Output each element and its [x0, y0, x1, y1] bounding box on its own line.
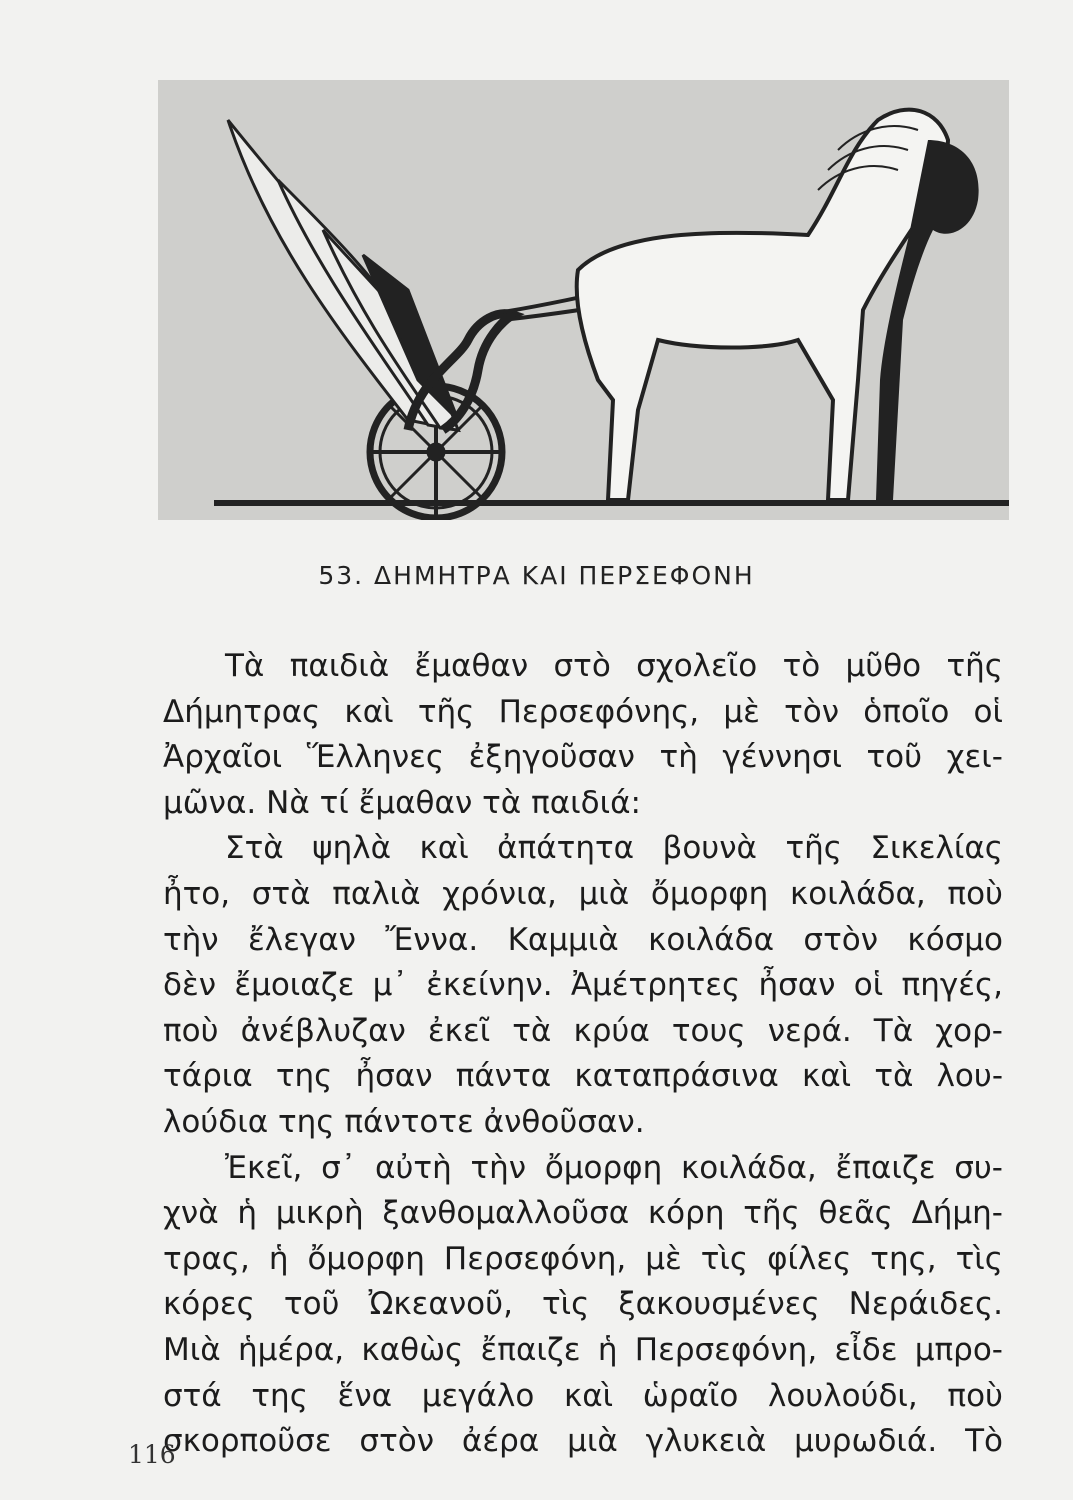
text-line: ἦτο, στὰ παλιὰ χρόνια, μιὰ ὄμορφη κοιλάδα, ποὺ — [163, 875, 1003, 912]
text-line: δὲν ἔμοιαζε μ᾿ ἐκείνην. Ἀμέτρητες ἦσαν οἱ πηγές, — [163, 967, 1003, 1004]
text-line: Στὰ ψηλὰ καὶ ἀπάτητα βουνὰ τῆς Σικελίας — [225, 830, 1003, 867]
text-line: λούδια της πάντοτε ἀνθοῦσαν. — [163, 1103, 645, 1140]
text-line: κόρες τοῦ Ὠκεανοῦ, τὶς ξακουσμένες Νεράιδες. — [163, 1286, 1003, 1323]
text-line: στά της ἕνα μεγάλο καὶ ὡραῖο λουλούδι, ποὺ — [163, 1377, 1003, 1414]
text-line: Ἐκεῖ, σ᾿ αὐτὴ τὴν ὄμορφη κοιλάδα, ἔπαιζε συ- — [225, 1149, 1003, 1186]
text-line: σκορποῦσε στὸν ἀέρα μιὰ γλυκειὰ μυρωδιά. Τὸ — [163, 1423, 1003, 1460]
text-line: Ἀρχαῖοι Ἕλληνες ἐξηγοῦσαν τὴ γέννησι τοῦ χει- — [163, 739, 1003, 776]
chariot-illustration — [158, 80, 1009, 520]
text-line: τρας, ἡ ὄμορφη Περσεφόνη, μὲ τὶς φίλες της, τὶς — [163, 1240, 1003, 1277]
text-line: μῶνα. Νὰ τί ἔμαθαν τὰ παιδιά: — [163, 784, 641, 821]
text-line: τάρια της ἦσαν πάντα καταπράσινα καὶ τὰ λου- — [163, 1058, 1003, 1095]
wings — [228, 120, 458, 430]
text-line: Μιὰ ἡμέρα, καθὼς ἔπαιζε ἡ Περσεφόνη, εἶδε μπρο- — [163, 1331, 1003, 1368]
text-line: Δήμητρας καὶ τῆς Περσεφόνης, μὲ τὸν ὁποῖο οἱ — [163, 693, 1003, 730]
text-line: ποὺ ἀνέβλυζαν ἐκεῖ τὰ κρύα τους νερά. Τὰ χορ- — [163, 1012, 1003, 1049]
illustration-caption: 53. ΔΗΜΗΤΡΑ ΚΑΙ ΠΕΡΣΕΦΟΝΗ — [318, 561, 755, 590]
text-line: τὴν ἔλεγαν Ἔννα. Καμμιὰ κοιλάδα στὸν κόσμο — [163, 921, 1003, 958]
text-line: Τὰ παιδιὰ ἔμαθαν στὸ σχολεῖο τὸ μῦθο τῆς — [225, 648, 1003, 684]
text-line: χνὰ ἡ μικρὴ ξανθομαλλοῦσα κόρη τῆς θεᾶς Δήμη- — [163, 1195, 1003, 1232]
page-number: 116 — [128, 1440, 176, 1469]
body-text — [163, 644, 1003, 1465]
